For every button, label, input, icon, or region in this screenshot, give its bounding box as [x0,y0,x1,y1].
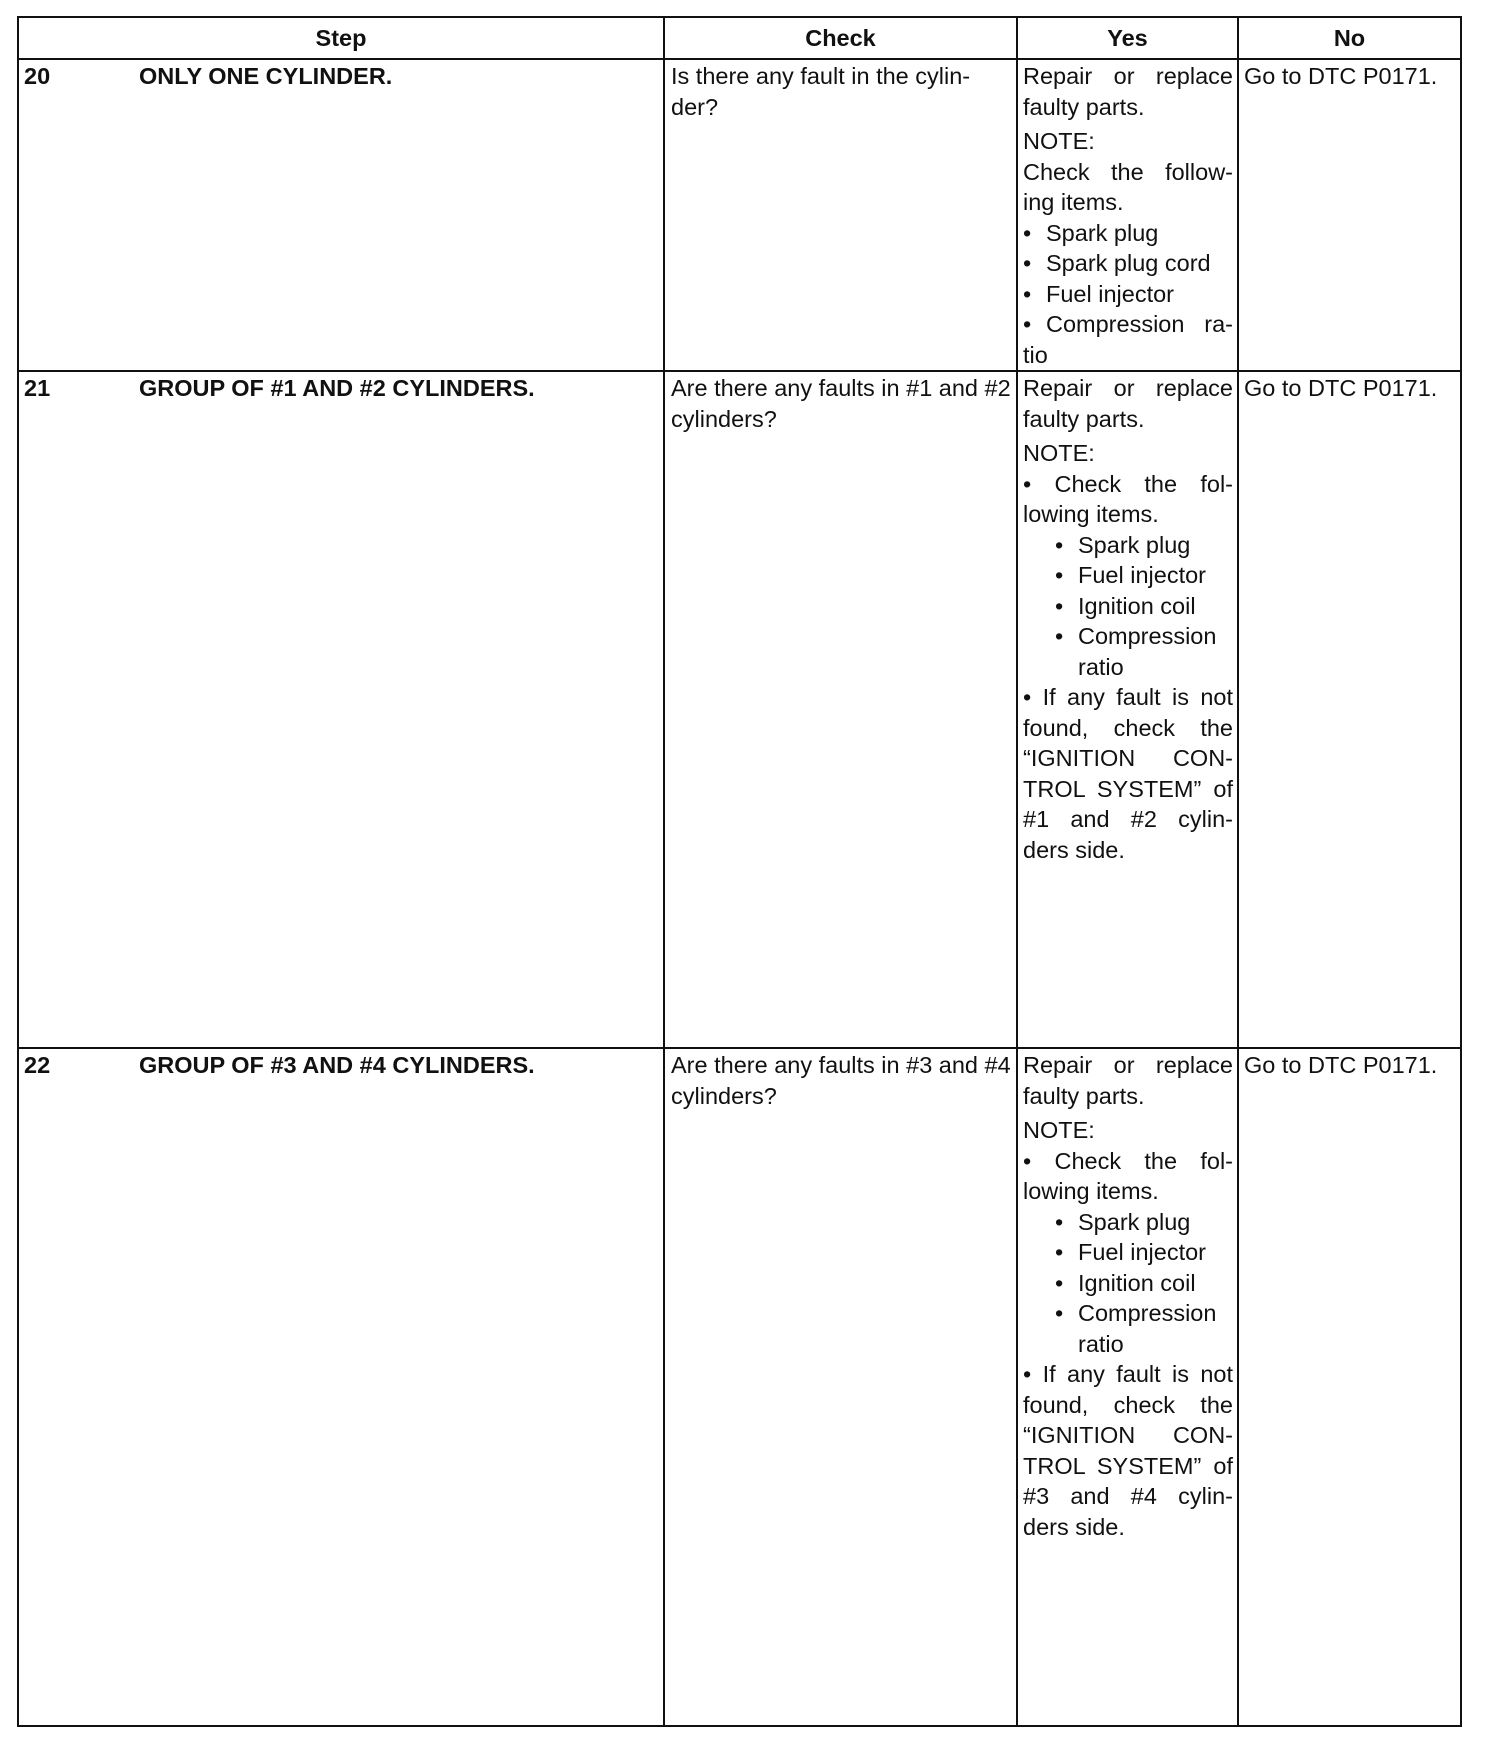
step-title: GROUP OF #3 AND #4 CYLINDERS. [139,1052,535,1078]
step-cell [18,59,664,371]
item-text: Compression ra-tio [1023,311,1233,368]
yes-intro: Repair or replace faulty parts. [1023,63,1233,120]
step-cell [18,1048,664,1726]
bullet-icon: • [1055,1239,1064,1265]
list-item [1023,248,1233,279]
bullet-icon: • [1023,684,1043,710]
yes-cell [1017,1048,1238,1726]
check-cell: Are there any faults in #3 and #4 cylinders? [664,1048,1017,1726]
item-text: Compression ratio [1078,623,1217,680]
note-extra [1023,1359,1233,1542]
bullet-icon: • [1023,470,1055,497]
list-item [1023,591,1233,622]
bullet-icon: • [1023,219,1032,246]
list-item [1023,279,1233,310]
step-title: GROUP OF #1 AND #2 CYLINDERS. [139,375,535,401]
note-text: Check the fol-lowing items. [1023,1147,1233,1204]
list-item [1023,1237,1233,1268]
list-item [1023,1268,1233,1299]
note-label: NOTE: [1023,1117,1095,1143]
note-text: Check the fol-lowing items. [1023,470,1233,527]
bullet-icon: • [1055,1269,1064,1296]
list-item [1023,1298,1233,1359]
item-text: Fuel injector [1078,1239,1206,1265]
list-item [1023,309,1233,370]
table-row [18,59,1461,371]
item-text: Spark plug [1046,219,1159,246]
bullet-icon: • [1055,531,1064,558]
no-cell: Go to DTC P0171. [1238,59,1461,371]
check-cell: Is there any fault in the cylin-der? [664,59,1017,371]
item-text: Spark plug [1078,1208,1191,1235]
step-number: 22 [24,1052,51,1078]
bullet-icon: • [1023,250,1032,276]
item-text: Fuel injector [1078,562,1206,588]
list-item [1023,560,1233,591]
step-number: 20 [24,63,51,89]
bullet-icon: • [1055,1300,1064,1326]
yes-cell [1017,59,1238,371]
list-item [1023,218,1233,249]
note-label: NOTE: [1023,128,1095,154]
item-text: Ignition coil [1078,1269,1196,1296]
list-item [1023,530,1233,561]
note-label: NOTE: [1023,440,1095,466]
note-text: Check the follow-ing items. [1023,158,1233,215]
check-items-list [1023,218,1233,371]
item-text: Compression ratio [1078,1300,1217,1357]
check-items-list [1023,1207,1233,1360]
item-text: Spark plug [1078,531,1191,558]
bullet-icon: • [1023,311,1032,337]
yes-cell [1017,371,1238,1048]
note-extra-text: If any fault is not found, check the “IGNITION CON-TROL SYSTEM” of #3 and #4 cylin-ders side. [1023,1361,1234,1540]
bullet-icon: • [1055,623,1064,649]
note-bullet [1023,1146,1233,1207]
step-number: 21 [24,375,51,401]
header-yes: Yes [1017,17,1238,59]
check-items-list [1023,530,1233,683]
note-extra [1023,682,1233,865]
table-header-row [18,17,1461,59]
bullet-icon: • [1055,1208,1064,1235]
no-cell: Go to DTC P0171. [1238,371,1461,1048]
diagnostic-table [17,16,1462,1727]
item-text: Fuel injector [1046,280,1174,307]
item-text: Spark plug cord [1046,250,1211,276]
header-no: No [1238,17,1461,59]
check-cell: Are there any faults in #1 and #2 cylinders? [664,371,1017,1048]
bullet-icon: • [1023,1361,1043,1387]
bullet-icon: • [1023,280,1032,307]
table-row [18,371,1461,1048]
header-step: Step [18,17,664,59]
yes-intro: Repair or replace faulty parts. [1023,375,1233,432]
yes-intro: Repair or replace faulty parts. [1023,1052,1233,1109]
header-check: Check [664,17,1017,59]
bullet-icon: • [1055,562,1064,588]
no-cell: Go to DTC P0171. [1238,1048,1461,1726]
step-title: ONLY ONE CYLINDER. [139,63,393,89]
list-item [1023,621,1233,682]
table-row [18,1048,1461,1726]
bullet-icon: • [1055,592,1064,619]
note-extra-text: If any fault is not found, check the “IGNITION CON-TROL SYSTEM” of #1 and #2 cylin-ders side. [1023,684,1234,863]
note-bullet [1023,469,1233,530]
list-item [1023,1207,1233,1238]
bullet-icon: • [1023,1147,1055,1174]
step-cell [18,371,664,1048]
item-text: Ignition coil [1078,592,1196,619]
